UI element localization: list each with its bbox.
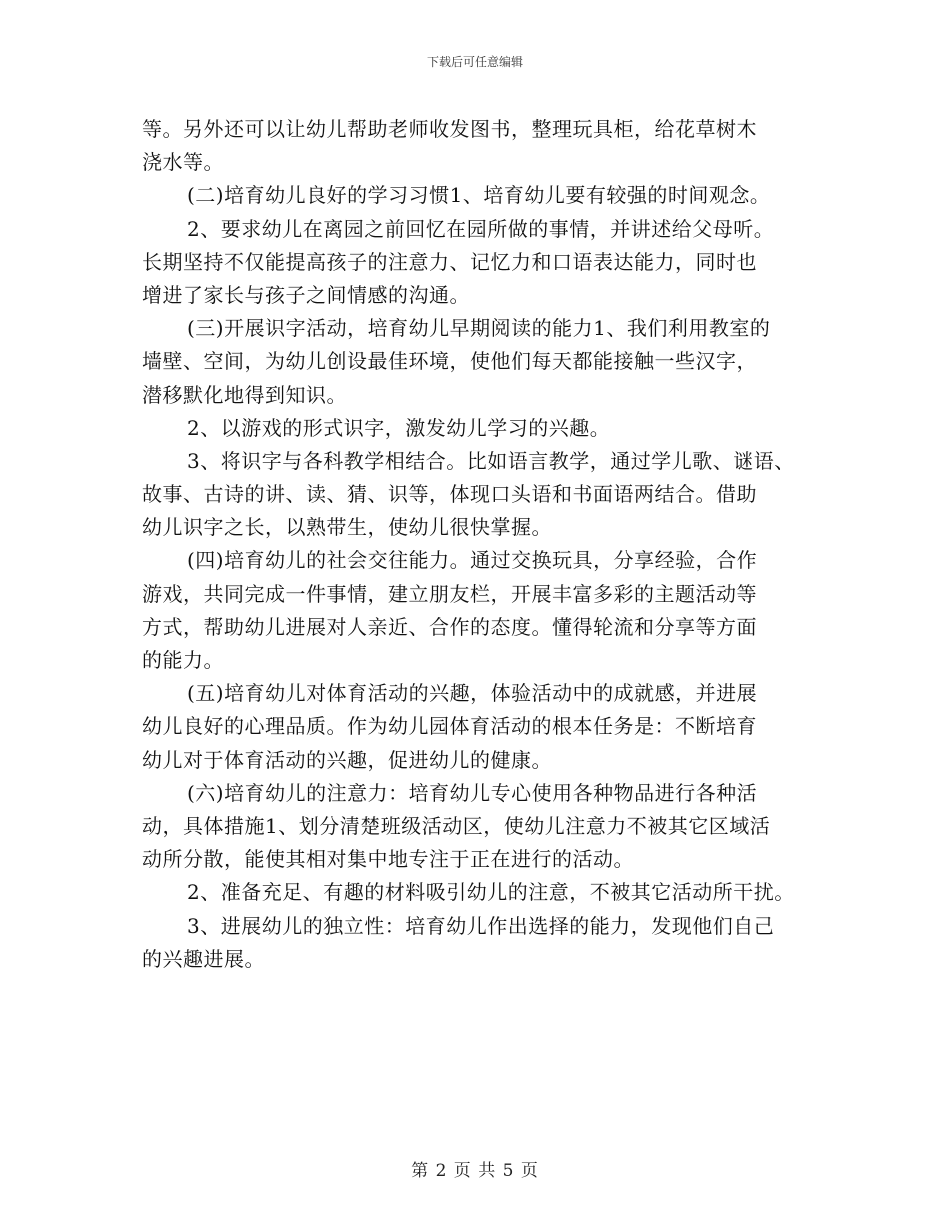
text-line: 幼儿对于体育活动的兴趣，促进幼儿的健康。 (142, 747, 552, 772)
page-header-note: 下载后可任意编辑 (426, 55, 523, 69)
text-line: 的能力。 (142, 648, 224, 672)
page-number-footer: 第 2 页 共 5 页 (411, 1161, 539, 1181)
text-line: 故事、古诗的讲、读、猜、识等，体现口头语和书面语两结合。借助 (142, 482, 757, 507)
text-line: 墙壁、空间，为幼儿创设最佳环境，使他们每天都能接触一些汉字， (142, 349, 757, 374)
text-line: 长期坚持不仅能提高孩子的注意力、记忆力和口语表达能力，同时也 (142, 249, 757, 274)
text-line: (三)开展识字活动，培育幼儿早期阅读的能力1、我们利用教室的 (187, 316, 771, 341)
text-line: 2、要求幼儿在离园之前回忆在园所做的事情，并讲述给父母听。 (187, 216, 775, 241)
text-line: 3、将识字与各科教学相结合。比如语言教学，通过学儿歌、谜语、 (187, 448, 795, 473)
text-line: 方式，帮助幼儿进展对人亲近、合作的态度。懂得轮流和分享等方面 (142, 614, 757, 639)
text-line: (六)培育幼儿的注意力：培育幼儿专心使用各种物品进行各种活 (187, 780, 758, 805)
text-line: 2、以游戏的形式识字，激发幼儿学习的兴趣。 (187, 415, 611, 440)
text-line: 3、进展幼儿的独立性：培育幼儿作出选择的能力，发现他们自己 (187, 913, 775, 938)
text-line: 动，具体措施1、划分清楚班级活动区，使幼儿注意力不被其它区域活 (142, 813, 771, 838)
text-line: 浇水等。 (142, 150, 224, 175)
text-line: 动所分散，能使其相对集中地专注于正在进行的活动。 (142, 847, 634, 872)
text-line: (四)培育幼儿的社会交往能力。通过交换玩具，分享经验，合作 (187, 548, 758, 573)
text-line: (五)培育幼儿对体育活动的兴趣，体验活动中的成就感，并进展 (187, 681, 758, 706)
text-line: 幼儿识字之长，以熟带生，使幼儿很快掌握。 (142, 515, 552, 540)
text-line: 等。另外还可以让幼儿帮助老师收发图书，整理玩具柜，给花草树木 (142, 117, 757, 141)
text-line: 潜移默化地得到知识。 (142, 382, 347, 407)
text-line: 的兴趣进展。 (142, 946, 265, 971)
text-line: 幼儿良好的心理品质。作为幼儿园体育活动的根本任务是：不断培育 (142, 714, 757, 739)
text-line: 增进了家长与孩子之间情感的沟通。 (142, 282, 470, 307)
text-line: (二)培育幼儿良好的学习习惯1、培育幼儿要有较强的时间观念。 (187, 183, 771, 208)
text-line: 2、准备充足、有趣的材料吸引幼儿的注意，不被其它活动所干扰。 (187, 880, 795, 905)
text-line: 游戏，共同完成一件事情，建立朋友栏，开展丰富多彩的主题活动等 (142, 581, 757, 606)
document-body (142, 113, 818, 976)
